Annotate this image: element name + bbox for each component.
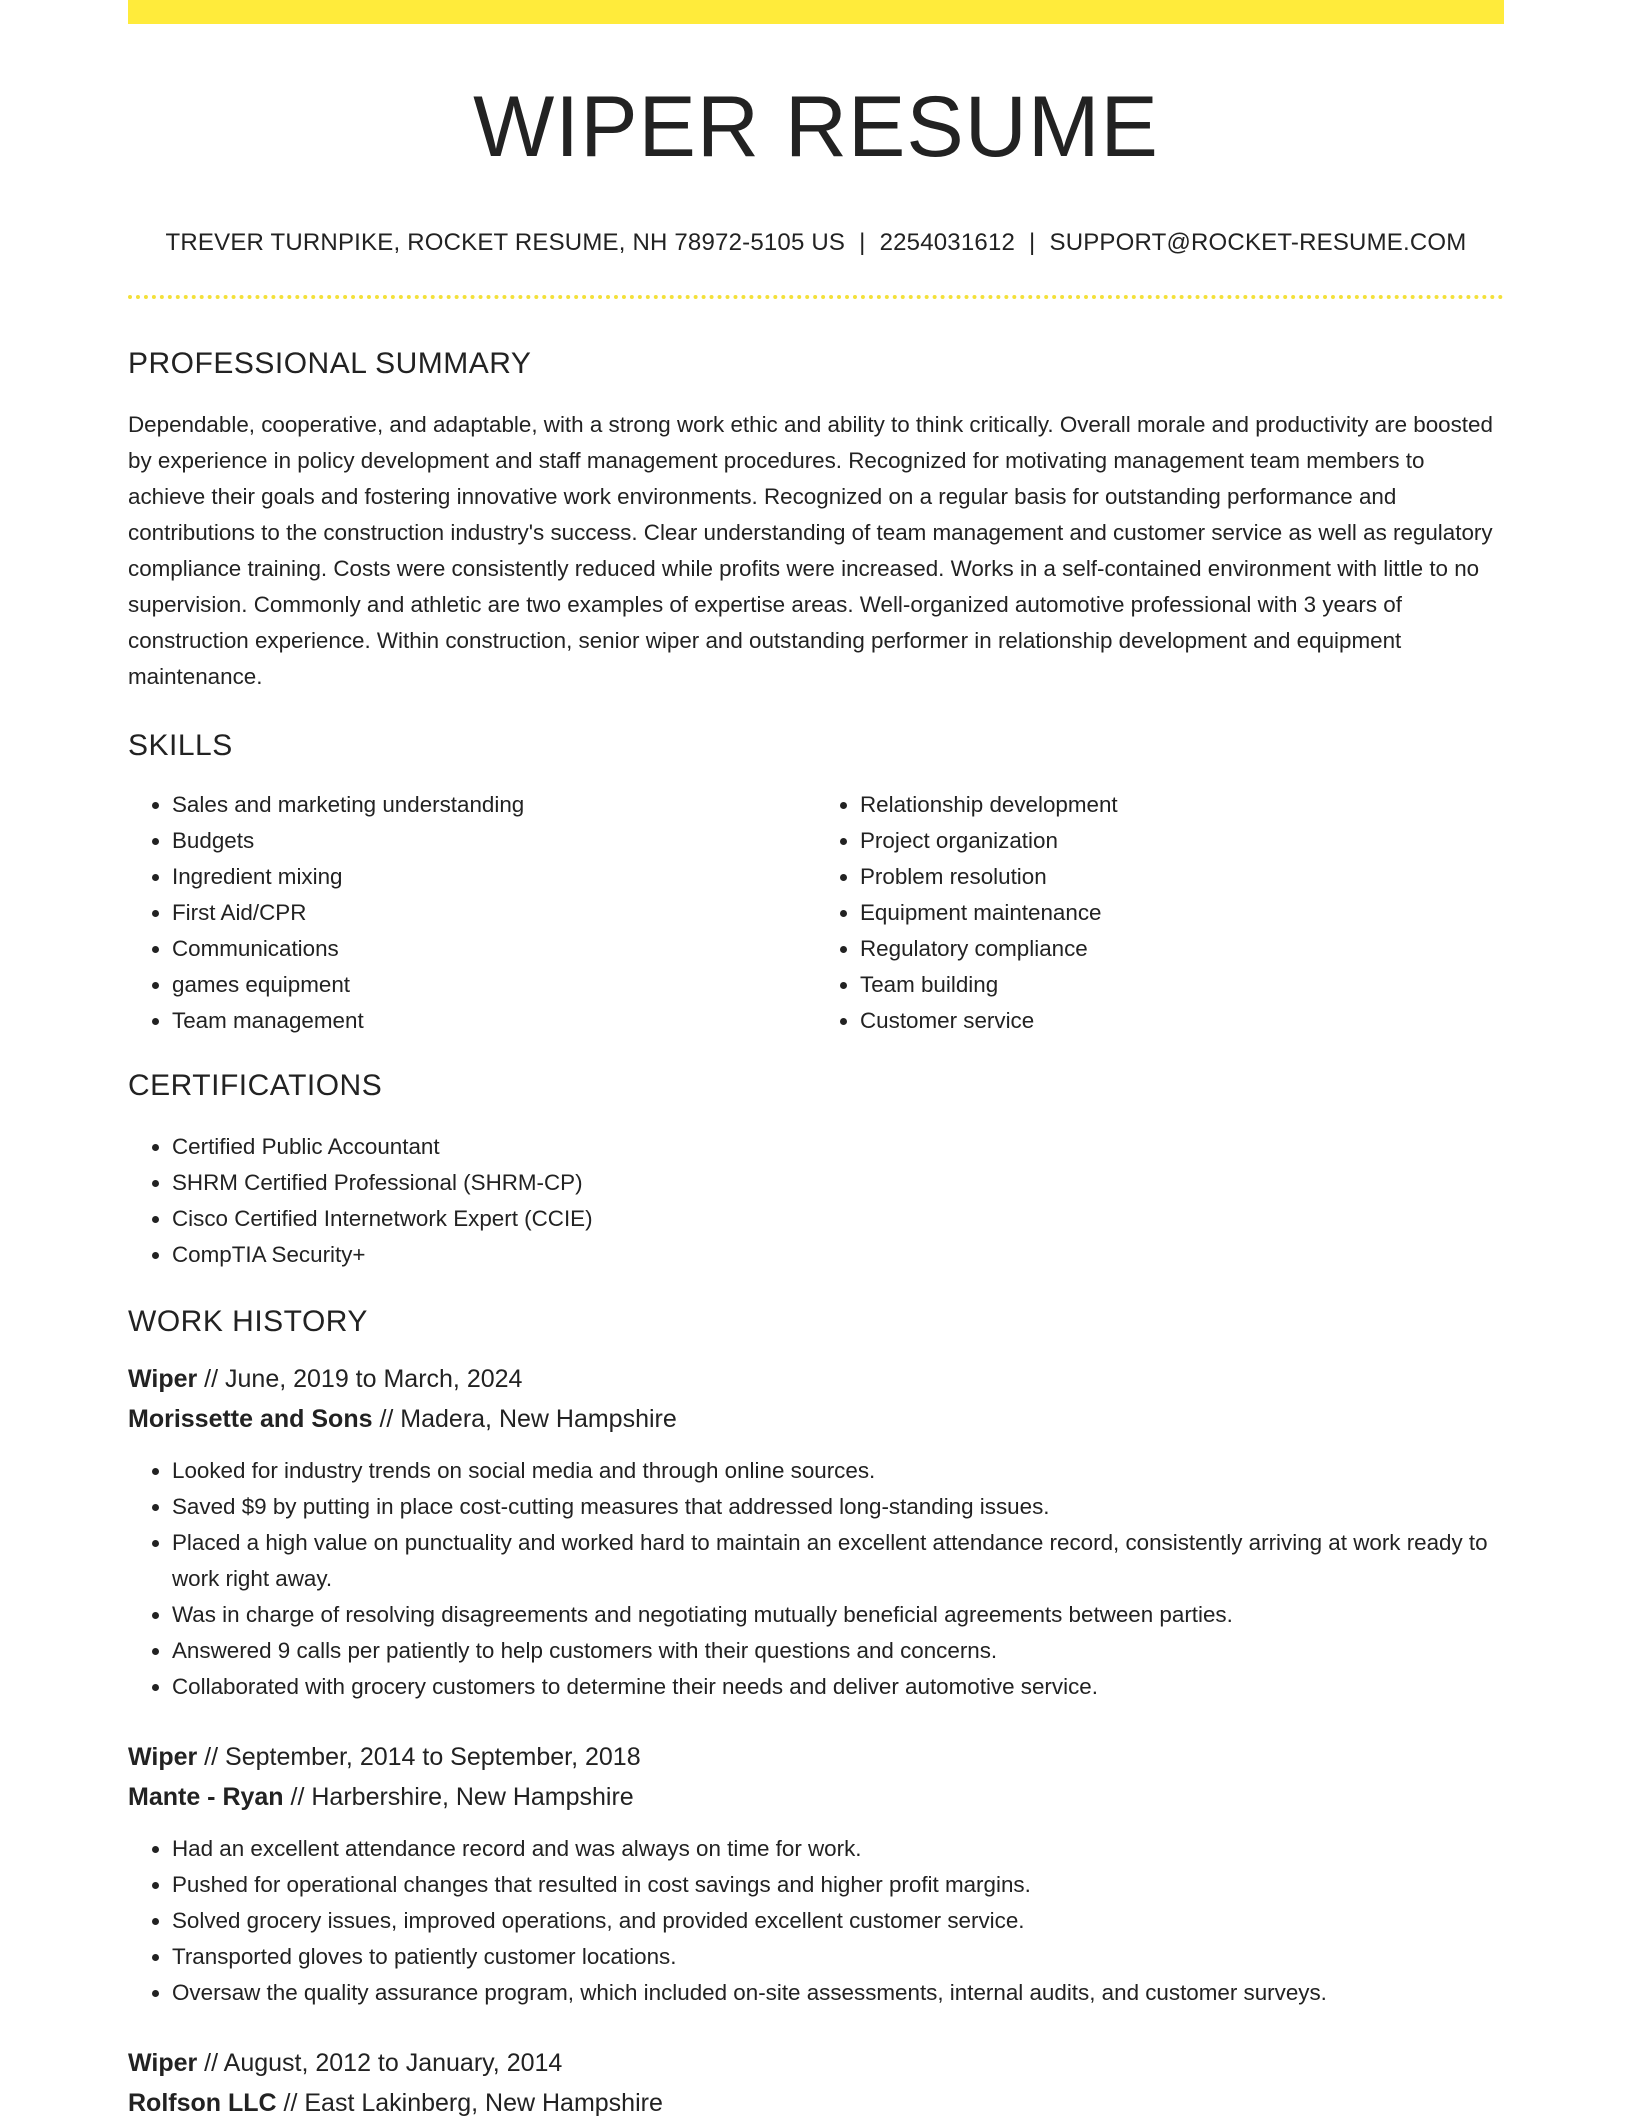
skills-list-left (128, 787, 816, 1039)
skills-list-right (816, 787, 1504, 1039)
section-title-skills: SKILLS (128, 728, 233, 762)
skill-item: • First Aid/CPR (172, 895, 816, 931)
header-divider (128, 295, 1504, 299)
job-location: // East Lakinberg, New Hampshire (276, 2088, 663, 2117)
certification-item: • Certified Public Accountant (172, 1129, 1504, 1165)
job-bullets (128, 1453, 1504, 1705)
job-dates: // August, 2012 to January, 2014 (197, 2048, 563, 2077)
job-bullet: • Looked for industry trends on social media and through online sources. (172, 1453, 1504, 1489)
job-location: // Harbershire, New Hampshire (283, 1782, 634, 1811)
skill-item: • games equipment (172, 967, 816, 1003)
job-bullet: • Collaborated with grocery customers to determine their needs and deliver automotive service. (172, 1669, 1504, 1705)
skill-item: • Customer service (860, 1003, 1504, 1039)
job-bullet: • Solved grocery issues, improved operations, and provided excellent customer service. (172, 1903, 1504, 1939)
job-bullet: • Saved $9 by putting in place cost-cutting measures that addressed long-standing issues. (172, 1489, 1504, 1525)
skill-item: • Regulatory compliance (860, 931, 1504, 967)
section-title-work-history: WORK HISTORY (128, 1304, 368, 1338)
skill-item: • Sales and marketing understanding (172, 787, 816, 823)
job-role: Wiper (128, 2048, 198, 2077)
job-role-line (128, 1359, 1504, 1399)
job-company-line (128, 2083, 1504, 2123)
skill-item: • Problem resolution (860, 859, 1504, 895)
job-entry (128, 1737, 1504, 2011)
skill-item: • Team management (172, 1003, 816, 1039)
job-company-line (128, 1399, 1504, 1439)
job-bullet: • Transported gloves to patiently customer locations. (172, 1939, 1504, 1975)
accent-top-bar (128, 0, 1504, 24)
contact-separator: | (1029, 228, 1036, 256)
certification-item: • Cisco Certified Internetwork Expert (CCIE) (172, 1201, 1504, 1237)
certification-item: • CompTIA Security+ (172, 1237, 1504, 1273)
section-title-certifications: CERTIFICATIONS (128, 1068, 383, 1102)
job-company: Mante - Ryan (128, 1782, 284, 1811)
job-dates: // June, 2019 to March, 2024 (197, 1364, 523, 1393)
job-entry (128, 1359, 1504, 1705)
job-bullet: • Pushed for operational changes that resulted in cost savings and higher profit margins. (172, 1867, 1504, 1903)
job-role: Wiper (128, 1742, 198, 1771)
job-role-line (128, 1737, 1504, 1777)
contact-line (128, 229, 1504, 257)
certification-item: • SHRM Certified Professional (SHRM-CP) (172, 1165, 1504, 1201)
job-role: Wiper (128, 1364, 198, 1393)
skill-item: • Ingredient mixing (172, 859, 816, 895)
skill-item: • Project organization (860, 823, 1504, 859)
job-dates: // September, 2014 to September, 2018 (197, 1742, 641, 1771)
job-bullet: • Was in charge of resolving disagreements and negotiating mutually beneficial agreements between parties. (172, 1597, 1504, 1633)
contact-email: SUPPORT@ROCKET-RESUME.COM (1049, 228, 1467, 256)
job-bullet: • Answered 9 calls per patiently to help customers with their questions and concerns. (172, 1633, 1504, 1669)
resume-title: WIPER RESUME (473, 79, 1159, 175)
job-bullet: • Placed a high value on punctuality and worked hard to maintain an excellent attendance record, consistently arriving at work ready to work right away. (172, 1525, 1504, 1597)
contact-phone: 2254031612 (879, 228, 1016, 256)
job-location: // Madera, New Hampshire (372, 1404, 677, 1433)
summary-text: Dependable, cooperative, and adaptable, with a strong work ethic and ability to think critically. Overall morale and productivity are boosted by experience in policy development and staff management procedures. Recognized for motivating management team members to achieve their goals and fostering innovative work environments. Recognized on a regular basis for outstanding performance and contributions to the construction industry's success. Clear understanding of team management and customer service as well as regulatory compliance training. Costs were consistently reduced while profits were increased. Works in a self-contained environment with little to no supervision. Commonly and athletic are two examples of expertise areas. Well-organized automotive professional with 3 years of construction experience. Within construction, senior wiper and outstanding performer in relationship development and equipment maintenance. (128, 411, 1493, 689)
job-role-line (128, 2043, 1504, 2083)
skill-item: • Relationship development (860, 787, 1504, 823)
skills-columns (128, 787, 1504, 1039)
skill-item: • Equipment maintenance (860, 895, 1504, 931)
resume-page (128, 0, 1504, 2123)
skill-item: • Team building (860, 967, 1504, 1003)
contact-separator: | (859, 228, 866, 256)
job-bullet: • Oversaw the quality assurance program, which included on-site assessments, internal audits, and customer surveys. (172, 1975, 1504, 2011)
job-entry (128, 2043, 1504, 2123)
job-company: Rolfson LLC (128, 2088, 277, 2117)
skill-item: • Budgets (172, 823, 816, 859)
contact-address: TREVER TURNPIKE, ROCKET RESUME, NH 78972-5105 US (165, 228, 846, 256)
job-company-line (128, 1777, 1504, 1817)
job-bullet: • Had an excellent attendance record and was always on time for work. (172, 1831, 1504, 1867)
section-title-summary: PROFESSIONAL SUMMARY (128, 346, 532, 380)
job-bullets (128, 1831, 1504, 2011)
job-company: Morissette and Sons (128, 1404, 373, 1433)
skill-item: • Communications (172, 931, 816, 967)
certifications-list (128, 1129, 1504, 1273)
